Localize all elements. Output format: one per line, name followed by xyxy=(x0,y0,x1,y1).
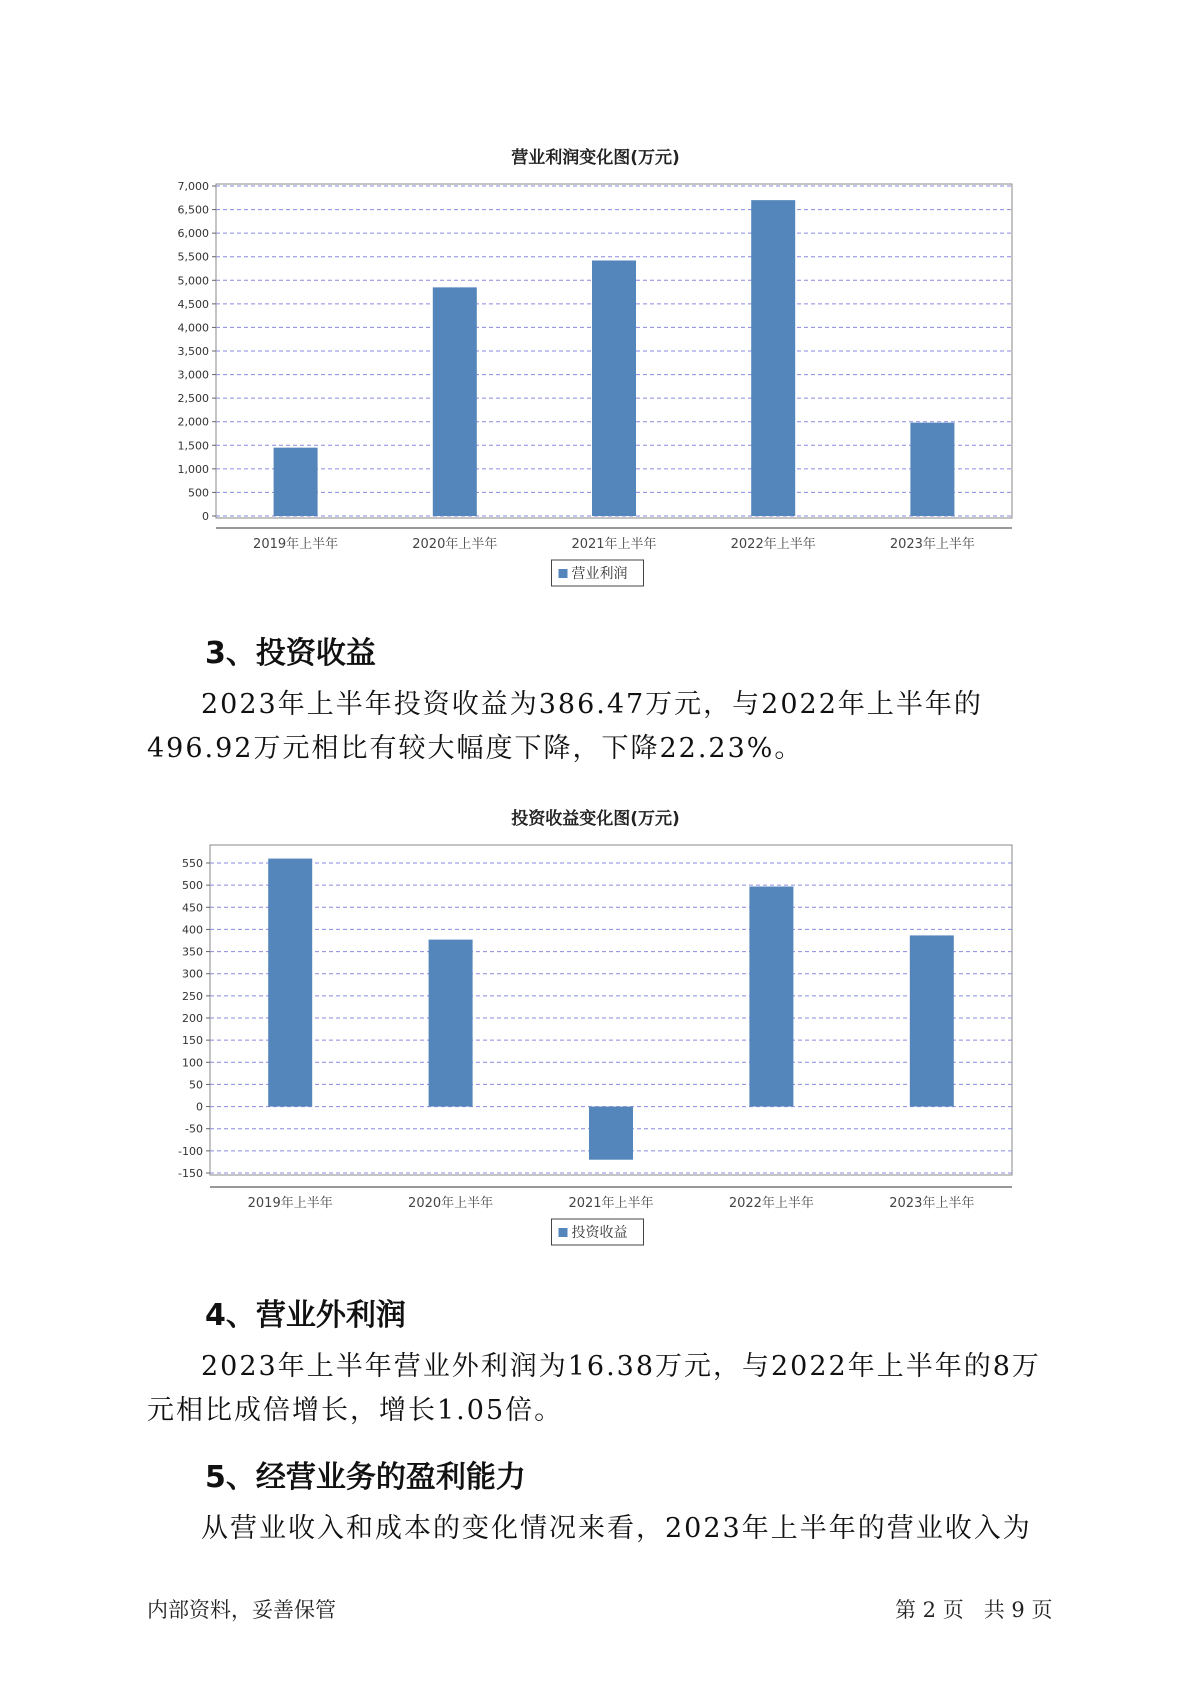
y-tick-label: 50 xyxy=(189,1078,203,1092)
section-5-heading: 5、经营业务的盈利能力 xyxy=(205,1460,526,1495)
y-tick-label: 1,500 xyxy=(177,439,209,453)
y-tick-label: 2,000 xyxy=(177,415,209,429)
footer-confidential-note: 内部资料，妥善保管 xyxy=(147,1598,336,1622)
y-tick-label: 1,000 xyxy=(177,462,209,476)
y-tick-label: 4,500 xyxy=(177,297,209,311)
y-tick-label: 450 xyxy=(182,901,203,915)
bar-2020年上半年 xyxy=(429,940,473,1107)
y-tick-label: 550 xyxy=(182,857,203,870)
y-tick-label: 0 xyxy=(196,1100,203,1114)
x-tick-label: 2020年上半年 xyxy=(412,537,498,552)
y-tick-label: 0 xyxy=(202,510,209,523)
bar-2019年上半年 xyxy=(268,859,312,1107)
y-tick-label: 3,500 xyxy=(177,345,209,358)
y-tick-label: 100 xyxy=(182,1056,203,1070)
x-tick-label: 2019年上半年 xyxy=(253,537,339,552)
section-3-heading: 3、投资收益 xyxy=(205,636,376,671)
x-tick-label: 2021年上半年 xyxy=(568,1196,654,1211)
x-tick-label: 2019年上半年 xyxy=(247,1196,333,1211)
y-tick-label: -50 xyxy=(185,1122,203,1136)
bar-2022年上半年 xyxy=(749,887,793,1107)
y-tick-label: 3,000 xyxy=(177,368,209,382)
y-tick-label: 500 xyxy=(182,879,203,893)
legend-swatch xyxy=(559,1228,568,1237)
bar-2023年上半年 xyxy=(910,935,954,1106)
y-tick-label: -150 xyxy=(178,1167,203,1180)
y-tick-label: 500 xyxy=(188,486,209,500)
y-tick-label: -100 xyxy=(178,1144,203,1158)
chart-1-title: 营业利润变化图(万元) xyxy=(511,148,680,168)
x-tick-label: 2022年上半年 xyxy=(730,537,816,552)
y-tick-label: 6,000 xyxy=(177,227,209,241)
x-tick-label: 2020年上半年 xyxy=(408,1196,494,1211)
footer-page-number: 第 2 页 共 9 页 xyxy=(895,1598,1053,1622)
x-tick-label: 2022年上半年 xyxy=(728,1196,814,1211)
legend-label: 投资收益 xyxy=(571,1225,628,1241)
y-tick-label: 5,000 xyxy=(177,274,209,288)
section-4-heading: 4、营业外利润 xyxy=(205,1298,406,1333)
y-tick-label: 6,500 xyxy=(177,203,209,217)
x-tick-label: 2023年上半年 xyxy=(889,1196,975,1211)
bar-2021年上半年 xyxy=(589,1107,633,1160)
y-tick-label: 350 xyxy=(182,945,203,959)
y-tick-label: 400 xyxy=(182,923,203,937)
chart-2-title: 投资收益变化图(万元) xyxy=(511,809,680,829)
y-tick-label: 7,000 xyxy=(177,180,209,193)
section-4-paragraph xyxy=(147,1345,1047,1433)
y-tick-label: 4,000 xyxy=(177,321,209,335)
y-tick-label: 300 xyxy=(182,967,203,981)
y-tick-label: 2,500 xyxy=(177,392,209,406)
legend-label: 营业利润 xyxy=(571,566,628,582)
y-tick-label: 250 xyxy=(182,989,203,1003)
y-tick-label: 200 xyxy=(182,1012,203,1025)
y-tick-label: 150 xyxy=(182,1034,203,1048)
section-3-text: 2023年上半年投资收益为386.47万元，与2022年上半年的496.92万元相比有较大幅度下降，下降22.23%。 xyxy=(147,689,983,764)
section-5-text: 从营业收入和成本的变化情况来看，2023年上半年的营业收入为 xyxy=(201,1513,1032,1544)
x-tick-label: 2021年上半年 xyxy=(571,537,657,552)
y-tick-label: 5,500 xyxy=(177,250,209,264)
section-5-paragraph xyxy=(147,1507,1047,1551)
x-tick-label: 2023年上半年 xyxy=(889,537,975,552)
section-4-text: 2023年上半年营业外利润为16.38万元，与2022年上半年的8万元相比成倍增长，增长1.05倍。 xyxy=(147,1351,1041,1426)
